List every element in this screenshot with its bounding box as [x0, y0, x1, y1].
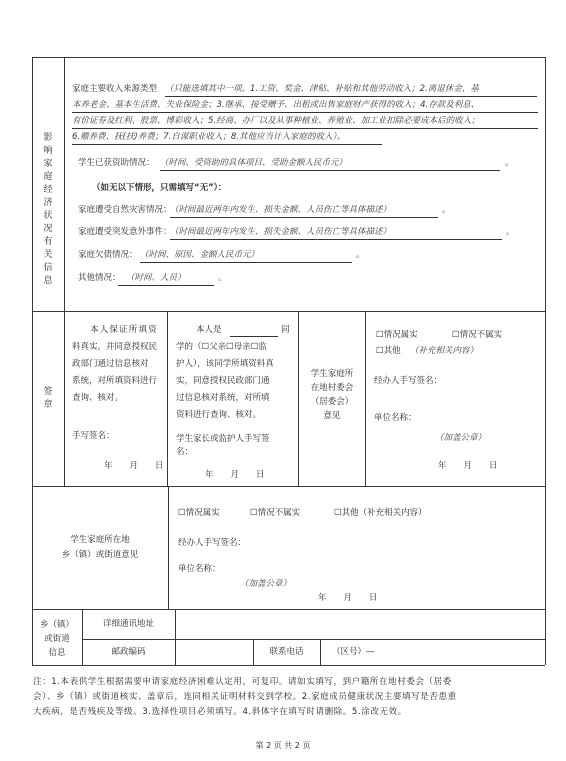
committee-unit-name-field[interactable]: 单位名称： [374, 413, 417, 423]
committee-date[interactable]: 年 月 日 [438, 461, 498, 471]
accident-hint: （时间最近两年内发生、损失金额、人员伤亡等具体描述） [170, 227, 392, 237]
student-signature-date[interactable]: 年 月 日 [104, 461, 164, 471]
note-line: 大疾病，是否残疾及等级。3.选择性项目必须填写。4.斜体字在填写时请删除。5.涂改无效。 [33, 707, 407, 717]
committee-seal-note: （加盖公章） [435, 433, 487, 443]
contact-label-line: 乡（镇） [39, 620, 74, 630]
committee-label-line: （居委会） [310, 397, 354, 407]
label-char: 况 [43, 224, 53, 234]
other-label: 其他情况： [78, 273, 121, 283]
period: 。 [442, 205, 451, 215]
label-char: 庭 [43, 172, 53, 182]
sign-label-char: 章 [43, 400, 53, 410]
township-checkbox-not-true[interactable]: ☐情况不属实 [250, 508, 301, 518]
period: 。 [505, 158, 514, 168]
row-divider [32, 486, 545, 487]
checkbox-other-label: ☐其他 [376, 346, 401, 356]
label-char: 响 [43, 146, 53, 156]
declaration-line: 查询、核对。 [72, 393, 124, 403]
contact-label-line: 或街道 [44, 634, 70, 644]
debt-label: 家庭欠债情况： [78, 250, 138, 260]
contact-label-line: 信息 [48, 648, 66, 658]
sign-label-char: 签 [43, 387, 53, 397]
postal-code-input[interactable] [176, 640, 252, 664]
committee-signature-field[interactable]: 经办人手写签名： [374, 376, 443, 386]
note-line: 注：1.本表供学生根据需要申请家庭经济困难认定用，可复印。请如实填写，到户籍所在地村委会（居委 [33, 677, 452, 687]
column-divider [167, 311, 168, 486]
declaration-line: 实，同意授权民政部门通 [176, 376, 270, 386]
checkbox-true[interactable]: ☐情况属实 [376, 330, 418, 340]
period: 。 [218, 273, 227, 283]
none-note: （如无以下情形，只需填写“无”）： [92, 183, 227, 193]
income-hint-line: 本养老金、基本生活费、失业保险金；3.继承、接受赠予、出租或出售家庭财产获得的收入；4.存款及利息、 [72, 100, 480, 110]
fill-underline[interactable] [230, 336, 278, 337]
table-right-border [545, 57, 546, 665]
fill-underline [160, 170, 500, 171]
parent-signature-date[interactable]: 年 月 日 [205, 470, 265, 480]
checkbox-other-hint: （补充相关内容） [410, 346, 479, 356]
township-unit-name-field[interactable]: 单位名称： [178, 564, 221, 574]
disaster-hint: （时间最近两年内发生、损失金额、人员伤亡等具体描述） [170, 205, 392, 215]
table-bottom-border [32, 665, 545, 666]
township-checkbox-other[interactable]: ☐其他（补充相关内容） [334, 508, 427, 518]
row-divider [32, 311, 545, 312]
declaration-line: 料真实，并同意授权民 [72, 342, 158, 352]
column-divider [365, 311, 366, 486]
disaster-label: 家庭遭受自然灾害情况： [78, 205, 172, 215]
committee-label-line: 意见 [323, 411, 341, 421]
township-seal-note: （加盖公章） [240, 579, 292, 589]
label-char: 信 [43, 263, 53, 273]
checkbox-not-true[interactable]: ☐情况不属实 [452, 330, 503, 340]
township-label-line: 乡（镇）或街道意见 [61, 550, 139, 560]
table-top-border [32, 57, 545, 58]
fill-underline [72, 112, 538, 113]
label-char: 家 [43, 159, 53, 169]
table-left-border [32, 57, 33, 665]
fill-underline [170, 239, 502, 240]
income-hint-line: 6.赡养费、抚(扶)养费；7.自谋职业收入；8.其他应当计入家庭的收入）。 [72, 132, 346, 142]
fill-underline [140, 262, 352, 263]
declaration-line: 系统，对所填资料进行 [72, 376, 158, 386]
township-checkbox-true[interactable]: ☐情况属实 [178, 508, 220, 518]
fill-underline [118, 285, 214, 286]
declaration-line: 学的（☐父亲☐母亲☐监 [176, 342, 267, 352]
declaration-line: 本人保证所填资 [90, 325, 158, 335]
column-divider [168, 486, 169, 609]
declaration-line: 资料进行查询、核对。 [176, 410, 262, 420]
label-char: 济 [43, 198, 53, 208]
label-char: 经 [43, 185, 53, 195]
aid-hint: （时间、受资助的具体项目、受助金额人民币元） [160, 158, 348, 168]
parent-signature-label: 学生家长或监护人手写签 [176, 434, 270, 444]
phone-label: 联系电话 [269, 647, 304, 657]
label-char: 状 [43, 211, 53, 221]
student-signature-field[interactable]: 手写签名： [72, 431, 115, 441]
fill-underline [72, 128, 538, 129]
income-label: 家庭主要收入来源类型 [72, 84, 158, 94]
page-number: 第 2 页 共 2 页 [255, 741, 311, 750]
label-char: 关 [43, 250, 53, 260]
row-divider [82, 639, 545, 640]
township-date[interactable]: 年 月 日 [318, 593, 378, 603]
income-hint-line: （只能选填其中一项。1.工资、奖金、津贴、补贴和其他劳动收入；2.离退休金、基 [165, 84, 479, 94]
address-label: 详细通讯地址 [102, 619, 154, 629]
debt-hint: （时间、原因、金额人民币元） [140, 250, 260, 260]
aid-label: 学生已获资助情况： [78, 158, 155, 168]
label-char: 有 [43, 237, 53, 247]
income-hint-line: 有价证券及红利、股票、博彩收入；5.经商、办厂以及从事种植业、养殖业、加工业扣除必要成本后的收入； [72, 116, 480, 126]
township-label-line: 学生家庭所在地 [70, 535, 130, 545]
period: 。 [356, 250, 365, 260]
fill-underline [165, 96, 537, 97]
postal-code-label: 邮政编码 [111, 647, 146, 657]
accident-label: 家庭遭受突发意外事件： [78, 227, 172, 237]
period: 。 [506, 227, 515, 237]
label-char: 息 [43, 276, 53, 286]
fill-underline [72, 144, 382, 145]
phone-input[interactable]: （区号）— [332, 647, 375, 657]
label-char: 影 [43, 133, 53, 143]
declaration-line: 同 [281, 325, 290, 335]
committee-label-line: 学生家庭所 [310, 369, 354, 379]
committee-label-line: 在地村委会 [310, 383, 354, 393]
label-column-divider [64, 57, 65, 486]
fill-underline [170, 217, 438, 218]
declaration-line: 政部门通过信息核对 [72, 359, 149, 369]
declaration-line: 过信息核对系统，对所填 [176, 393, 270, 403]
township-signature-field[interactable]: 经办人手写签名： [178, 538, 247, 548]
note-line: 会）、乡（镇）或街道核实、盖章后，连同相关证明材料交到学校。2.家庭成员健康状况主要填写是否患重 [33, 692, 457, 702]
other-hint: （时间、人员） [126, 273, 186, 283]
parent-signature-label: 名： [176, 447, 194, 457]
declaration-line: 护人），该同学所填资料真 [176, 359, 274, 369]
declaration-line: 本人是 [196, 325, 222, 335]
column-divider [320, 639, 321, 665]
address-input[interactable] [176, 610, 544, 638]
